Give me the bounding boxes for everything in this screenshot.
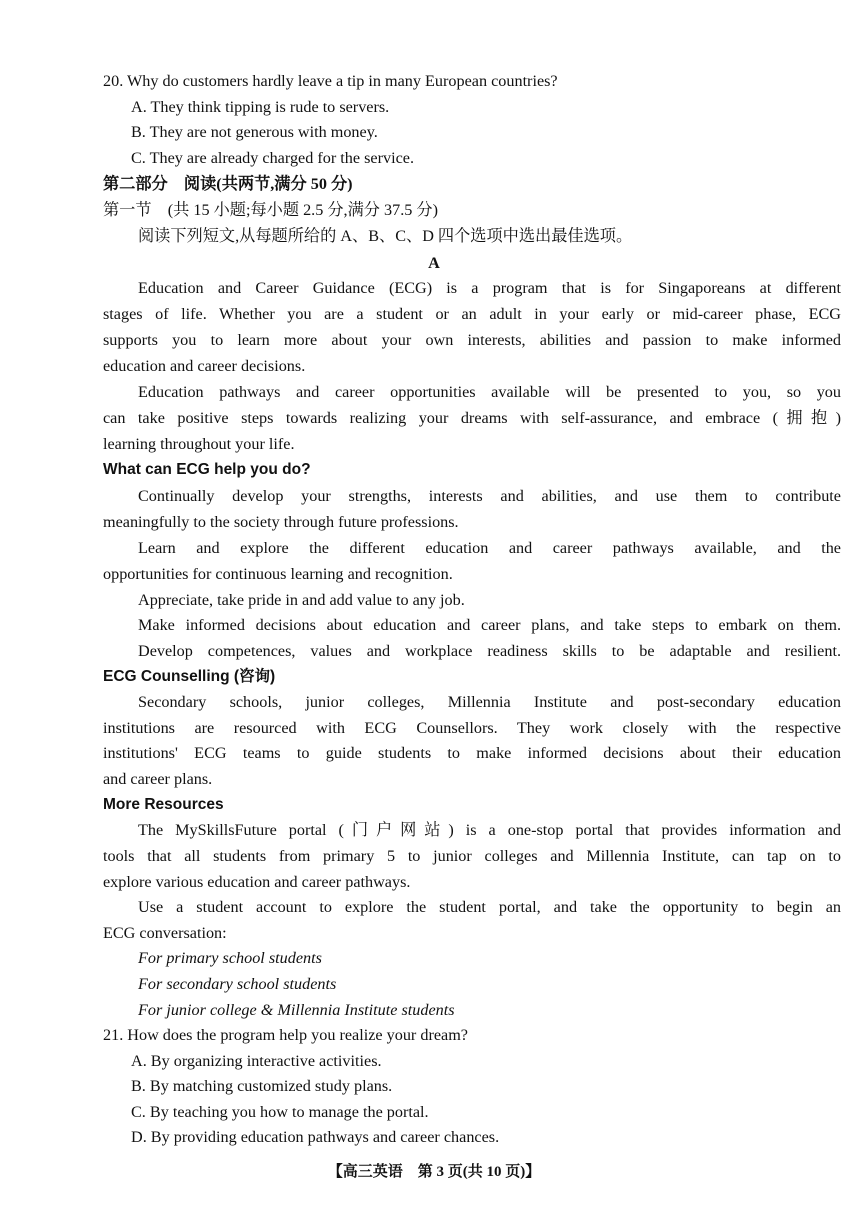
resources-line-4: Use a student account to explore the student portal, and take the opportunity to begin an: [138, 898, 841, 916]
help-line-1: Continually develop your strengths, interests and abilities, and use them to contribute: [138, 487, 841, 505]
counselling-line-1: Secondary schools, junior colleges, Millennia Institute and post-secondary education: [138, 693, 841, 711]
resources-line-1: The MySkillsFuture portal (门户网站) is a one-stop portal that provides information and: [138, 821, 841, 839]
question-20-option-c: C. They are already charged for the service.: [131, 149, 414, 167]
para2-line-1: Education pathways and career opportunities available will be presented to you, so you: [138, 383, 841, 401]
counselling-heading: ECG Counselling (咨询): [103, 668, 276, 685]
question-20-option-a: A. They think tipping is rude to servers.: [131, 98, 390, 116]
question-21-stem: 21. How does the program help you realize your dream?: [103, 1026, 468, 1044]
para2-line-3: learning throughout your life.: [103, 435, 295, 453]
passage-label: A: [428, 254, 440, 272]
help-line-2: meaningfully to the society through future professions.: [103, 513, 459, 531]
audience-primary: For primary school students: [138, 949, 322, 967]
resources-heading: More Resources: [103, 796, 224, 813]
counselling-line-4: and career plans.: [103, 770, 213, 788]
page-footer: 【高三英语 第 3 页(共 10 页)】: [327, 1164, 541, 1180]
counselling-line-3: institutions' ECG teams to guide students to make informed decisions about their education: [103, 744, 841, 762]
question-21-option-a: A. By organizing interactive activities.: [131, 1052, 382, 1070]
help-line-7: Develop competences, values and workplace readiness skills to be adaptable and resilient.: [138, 642, 841, 660]
section-one-heading: 第一节 (共 15 小题;每小题 2.5 分,满分 37.5 分): [103, 201, 438, 219]
question-21-option-b: B. By matching customized study plans.: [131, 1077, 393, 1095]
part-two-heading: 第二部分 阅读(共两节,满分 50 分): [103, 175, 353, 193]
question-20-stem: 20. Why do customers hardly leave a tip in many European countries?: [103, 72, 558, 90]
audience-secondary: For secondary school students: [138, 975, 337, 993]
counselling-line-2: institutions are resourced with ECG Counsellors. They work closely with the respective: [103, 719, 841, 737]
intro-line-3: supports you to learn more about your own interests, abilities and passion to make informed: [103, 331, 841, 349]
resources-line-5: ECG conversation:: [103, 924, 227, 942]
help-heading: What can ECG help you do?: [103, 461, 311, 478]
intro-line-2: stages of life. Whether you are a student or an adult in your early or mid-career phase, ECG: [103, 305, 841, 323]
para2-line-2: can take positive steps towards realizing your dreams with self-assurance, and embrace (拥抱): [103, 409, 841, 427]
help-line-5: Appreciate, take pride in and add value to any job.: [138, 591, 465, 609]
question-21-option-c: C. By teaching you how to manage the portal.: [131, 1103, 429, 1121]
help-line-6: Make informed decisions about education and career plans, and take steps to embark on them.: [138, 616, 841, 634]
audience-junior-college: For junior college & Millennia Institute students: [138, 1001, 455, 1019]
question-21-option-d: D. By providing education pathways and career chances.: [131, 1128, 500, 1146]
question-20-option-b: B. They are not generous with money.: [131, 123, 378, 141]
help-line-3: Learn and explore the different education and career pathways available, and the: [138, 539, 841, 557]
intro-line-4: education and career decisions.: [103, 357, 306, 375]
help-line-4: opportunities for continuous learning and recognition.: [103, 565, 453, 583]
resources-line-3: explore various education and career pathways.: [103, 873, 411, 891]
intro-line-1: Education and Career Guidance (ECG) is a program that is for Singaporeans at different: [138, 279, 841, 297]
resources-line-2: tools that all students from primary 5 to junior colleges and Millennia Institute, can tap on to: [103, 847, 841, 865]
reading-instruction: 阅读下列短文,从每题所给的 A、B、C、D 四个选项中选出最佳选项。: [138, 227, 633, 245]
